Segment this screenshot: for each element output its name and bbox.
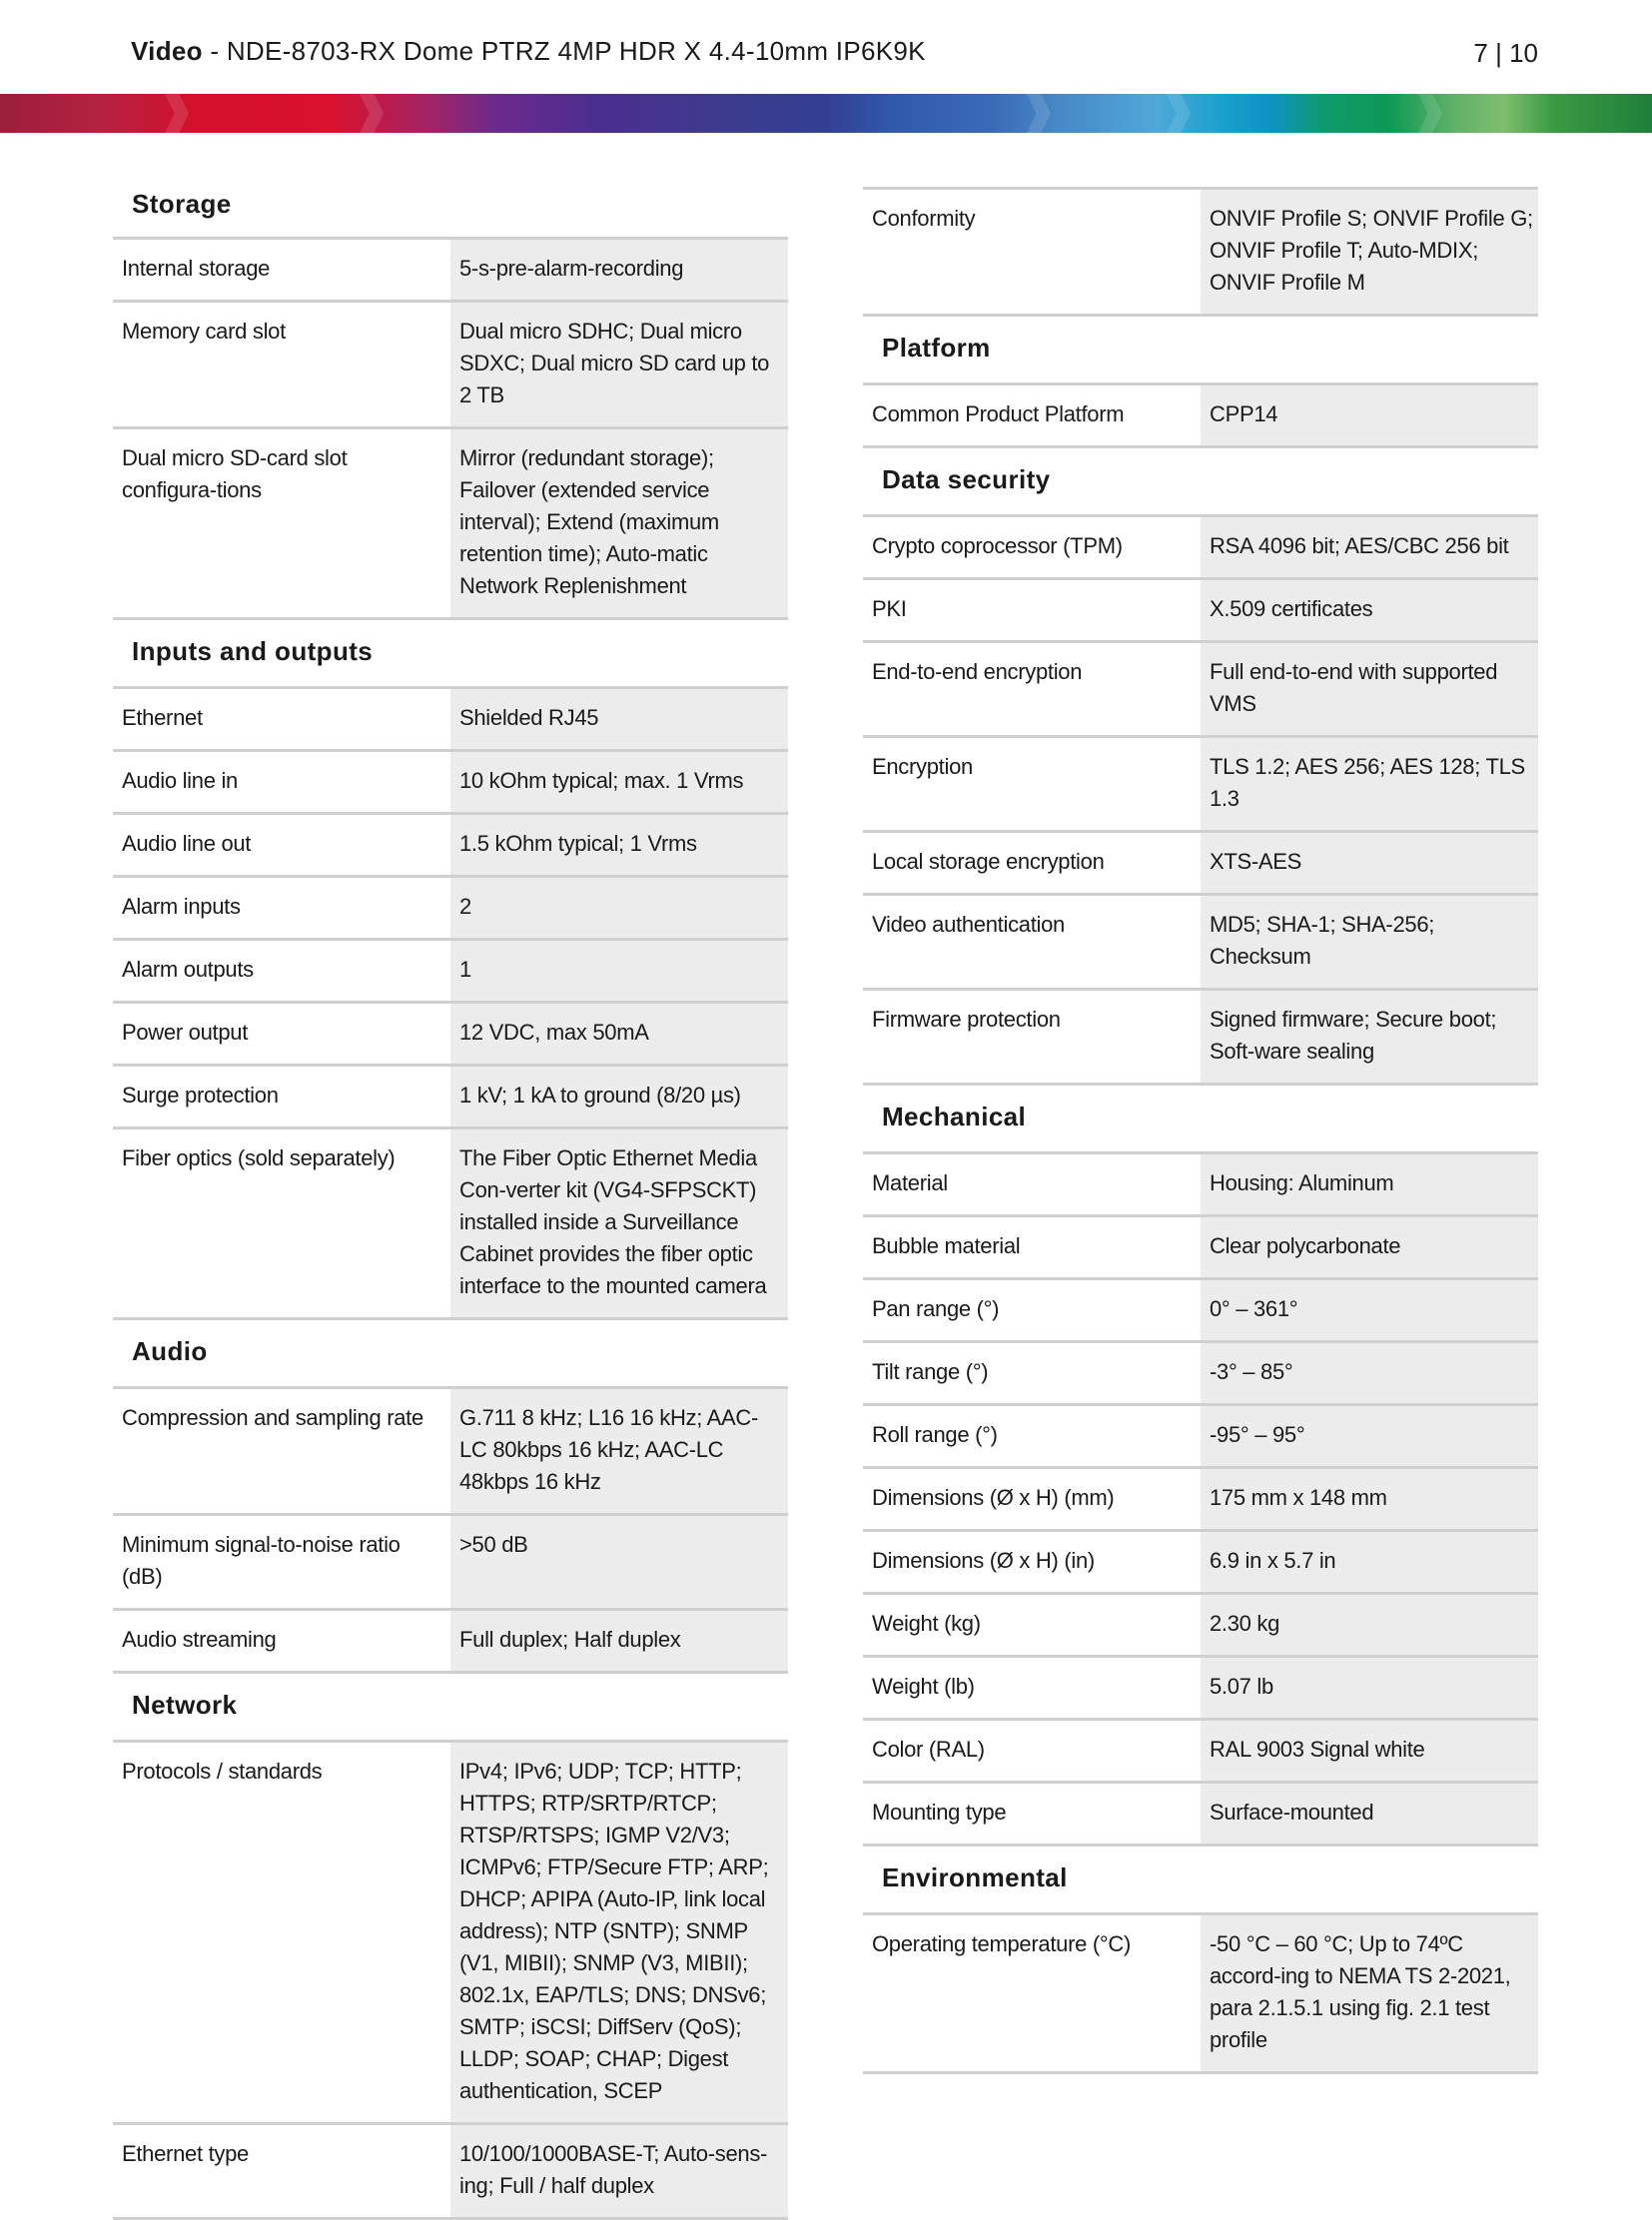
- spec-row: [863, 1469, 1538, 1532]
- spec-row: [113, 2125, 788, 2220]
- spec-row: [113, 1611, 788, 1674]
- spec-row: [113, 815, 788, 878]
- spec-value: Surface-mounted: [1201, 1784, 1538, 1844]
- spec-value: 0° – 361°: [1201, 1280, 1538, 1340]
- spec-value: 5-s-pre-alarm-recording: [450, 240, 788, 300]
- spec-row: [113, 878, 788, 941]
- stripe-chevron: [1027, 94, 1051, 133]
- spec-row: [863, 1532, 1538, 1595]
- spec-value: Clear polycarbonate: [1201, 1217, 1538, 1277]
- spec-value: G.711 8 kHz; L16 16 kHz; AAC-LC 80kbps 16 kHz; AAC-LC 48kbps 16 kHz: [450, 1389, 788, 1513]
- spec-label: Audio line in: [122, 768, 238, 793]
- spec-value: Mirror (redundant storage); Failover (extended service interval); Extend (maximum retention time); Auto-matic Network Replenishment: [450, 429, 788, 617]
- spec-label: Fiber optics (sold separately): [122, 1145, 396, 1170]
- spec-row: [863, 1217, 1538, 1280]
- spec-value: -3° – 85°: [1201, 1343, 1538, 1403]
- spec-column-left: [113, 190, 788, 2220]
- page-number: 7 | 10: [1473, 38, 1538, 68]
- spec-value: 5.07 lb: [1201, 1658, 1538, 1718]
- spec-label: Mounting type: [872, 1800, 1007, 1825]
- spec-value: 1 kV; 1 kA to ground (8/20 µs): [450, 1067, 788, 1126]
- spec-label: Internal storage: [122, 256, 271, 281]
- spec-value: Housing: Aluminum: [1201, 1154, 1538, 1214]
- spec-value: >50 dB: [450, 1516, 788, 1608]
- spec-row: [863, 1595, 1538, 1658]
- document-title: [131, 36, 926, 67]
- spec-label: Minimum signal-to-noise ratio (dB): [122, 1532, 401, 1589]
- spec-label: Roll range (°): [872, 1422, 998, 1447]
- spec-label: Weight (kg): [872, 1611, 981, 1636]
- spec-row: [863, 1658, 1538, 1721]
- spec-label: Conformity: [872, 206, 976, 231]
- spec-label: Protocols / standards: [122, 1759, 323, 1784]
- spec-row: [863, 517, 1538, 580]
- spec-label: Local storage encryption: [872, 849, 1105, 874]
- spec-label: Surge protection: [122, 1083, 279, 1108]
- title-product: - NDE-8703-RX Dome PTRZ 4MP HDR X 4.4-10mm IP6K9K: [202, 36, 926, 66]
- spec-label: Memory card slot: [122, 319, 286, 344]
- spec-label: Ethernet type: [122, 2141, 249, 2166]
- spec-value: 175 mm x 148 mm: [1201, 1469, 1538, 1529]
- spec-row: [863, 1784, 1538, 1847]
- spec-value: Signed firmware; Secure boot; Soft-ware sealing: [1201, 991, 1538, 1083]
- spec-value: CPP14: [1201, 385, 1538, 445]
- spec-value: The Fiber Optic Ethernet Media Con-verter kit (VG4-SFPSCKT) installed inside a Surveillance Cabinet provides the fiber optic interface to the mounted camera: [450, 1129, 788, 1317]
- stripe-chevron: [360, 94, 384, 133]
- section-title: Storage: [113, 189, 788, 240]
- section-title: Mechanical: [863, 1086, 1538, 1154]
- spec-value: 1.5 kOhm typical; 1 Vrms: [450, 815, 788, 875]
- spec-row: [113, 752, 788, 815]
- spec-row: [863, 385, 1538, 448]
- section-title: Network: [113, 1674, 788, 1743]
- spec-label: Audio line out: [122, 831, 252, 856]
- spec-value: -95° – 95°: [1201, 1406, 1538, 1466]
- spec-value: 6.9 in x 5.7 in: [1201, 1532, 1538, 1592]
- spec-value: 10 kOhm typical; max. 1 Vrms: [450, 752, 788, 812]
- spec-row: [863, 643, 1538, 738]
- stripe-chevron: [1418, 94, 1442, 133]
- spec-label: Weight (lb): [872, 1674, 975, 1699]
- spec-row: [863, 1915, 1538, 2074]
- spec-value: ONVIF Profile S; ONVIF Profile G; ONVIF Profile T; Auto-MDIX; ONVIF Profile M: [1201, 190, 1538, 314]
- spec-label: Alarm inputs: [122, 894, 241, 919]
- spec-label: Video authentication: [872, 912, 1065, 937]
- spec-column-right: [863, 187, 1538, 2074]
- spec-row: [863, 833, 1538, 896]
- page-header: [0, 0, 1652, 95]
- spec-row: [113, 1743, 788, 2125]
- spec-value: X.509 certificates: [1201, 580, 1538, 640]
- spec-value: RAL 9003 Signal white: [1201, 1721, 1538, 1781]
- spec-value: Dual micro SDHC; Dual micro SDXC; Dual micro SD card up to 2 TB: [450, 303, 788, 426]
- spec-label: Power output: [122, 1020, 249, 1045]
- spec-label: Color (RAL): [872, 1737, 985, 1762]
- spec-row: [863, 1721, 1538, 1784]
- spec-label: Common Product Platform: [872, 401, 1125, 426]
- title-category: Video: [131, 36, 203, 66]
- spec-label: Dimensions (Ø x H) (mm): [872, 1485, 1115, 1510]
- spec-label: Firmware protection: [872, 1007, 1061, 1032]
- spec-value: 2.30 kg: [1201, 1595, 1538, 1655]
- stripe-chevron: [1167, 94, 1191, 133]
- brand-color-stripe: [0, 94, 1652, 133]
- spec-label: Material: [872, 1170, 948, 1195]
- spec-label: Crypto coprocessor (TPM): [872, 533, 1123, 558]
- spec-label: Compression and sampling rate: [122, 1405, 423, 1430]
- spec-value: 1: [450, 941, 788, 1001]
- spec-value: MD5; SHA-1; SHA-256; Checksum: [1201, 896, 1538, 988]
- spec-value: 10/100/1000BASE-T; Auto-sens-ing; Full / half duplex: [450, 2125, 788, 2217]
- spec-row: [113, 1129, 788, 1320]
- spec-value: RSA 4096 bit; AES/CBC 256 bit: [1201, 517, 1538, 577]
- stripe-chevron: [165, 94, 189, 133]
- spec-row: [863, 991, 1538, 1086]
- spec-label: Encryption: [872, 754, 973, 779]
- spec-value: 12 VDC, max 50mA: [450, 1004, 788, 1064]
- spec-value: -50 °C – 60 °C; Up to 74ºC accord-ing to NEMA TS 2-2021, para 2.1.5.1 using fig. 2.1 test profile: [1201, 1915, 1538, 2071]
- spec-row: [863, 580, 1538, 643]
- spec-value: Shielded RJ45: [450, 689, 788, 749]
- spec-row: [113, 1516, 788, 1611]
- spec-row: [113, 303, 788, 429]
- spec-row: [863, 190, 1538, 317]
- section-title: Environmental: [863, 1847, 1538, 1915]
- spec-row: [113, 1004, 788, 1067]
- spec-label: Operating temperature (°C): [872, 1931, 1131, 1956]
- spec-row: [863, 738, 1538, 833]
- spec-row: [863, 1280, 1538, 1343]
- spec-row: [113, 689, 788, 752]
- spec-value: Full duplex; Half duplex: [450, 1611, 788, 1671]
- spec-row: [863, 1154, 1538, 1217]
- spec-row: [113, 429, 788, 620]
- spec-value: 2: [450, 878, 788, 938]
- spec-value: IPv4; IPv6; UDP; TCP; HTTP; HTTPS; RTP/SRTP/RTCP; RTSP/RTSPS; IGMP V2/V3; ICMPv6; FTP/Secure FTP; ARP; DHCP; APIPA (Auto-IP, link local address); NTP (SNTP); SNMP (V1, MIBII); SNMP (V3, MIBII); 802.1x, EAP/TLS; DNS; DNSv6; SMTP; iSCSI; DiffServ (QoS); LLDP; SOAP; CHAP; Digest authentication, SCEP: [450, 1743, 788, 2122]
- spec-row: [113, 240, 788, 303]
- section-title: Data security: [863, 448, 1538, 517]
- spec-value: TLS 1.2; AES 256; AES 128; TLS 1.3: [1201, 738, 1538, 830]
- spec-row: [863, 1343, 1538, 1406]
- spec-label: PKI: [872, 596, 907, 621]
- section-title: Inputs and outputs: [113, 620, 788, 689]
- spec-label: Tilt range (°): [872, 1359, 989, 1384]
- spec-label: Audio streaming: [122, 1627, 277, 1652]
- spec-value: Full end-to-end with supported VMS: [1201, 643, 1538, 735]
- spec-label: End-to-end encryption: [872, 659, 1083, 684]
- spec-label: Dual micro SD-card slot configura-tions: [122, 445, 348, 502]
- spec-row: [863, 896, 1538, 991]
- section-title: Platform: [863, 317, 1538, 385]
- spec-value: XTS-AES: [1201, 833, 1538, 893]
- spec-label: Bubble material: [872, 1233, 1021, 1258]
- spec-label: Ethernet: [122, 705, 203, 730]
- spec-row: [113, 941, 788, 1004]
- spec-row: [113, 1389, 788, 1516]
- spec-row: [113, 1067, 788, 1129]
- spec-label: Dimensions (Ø x H) (in): [872, 1548, 1095, 1573]
- spec-label: Pan range (°): [872, 1296, 1000, 1321]
- spec-label: Alarm outputs: [122, 957, 254, 982]
- section-title: Audio: [113, 1320, 788, 1389]
- spec-row: [863, 1406, 1538, 1469]
